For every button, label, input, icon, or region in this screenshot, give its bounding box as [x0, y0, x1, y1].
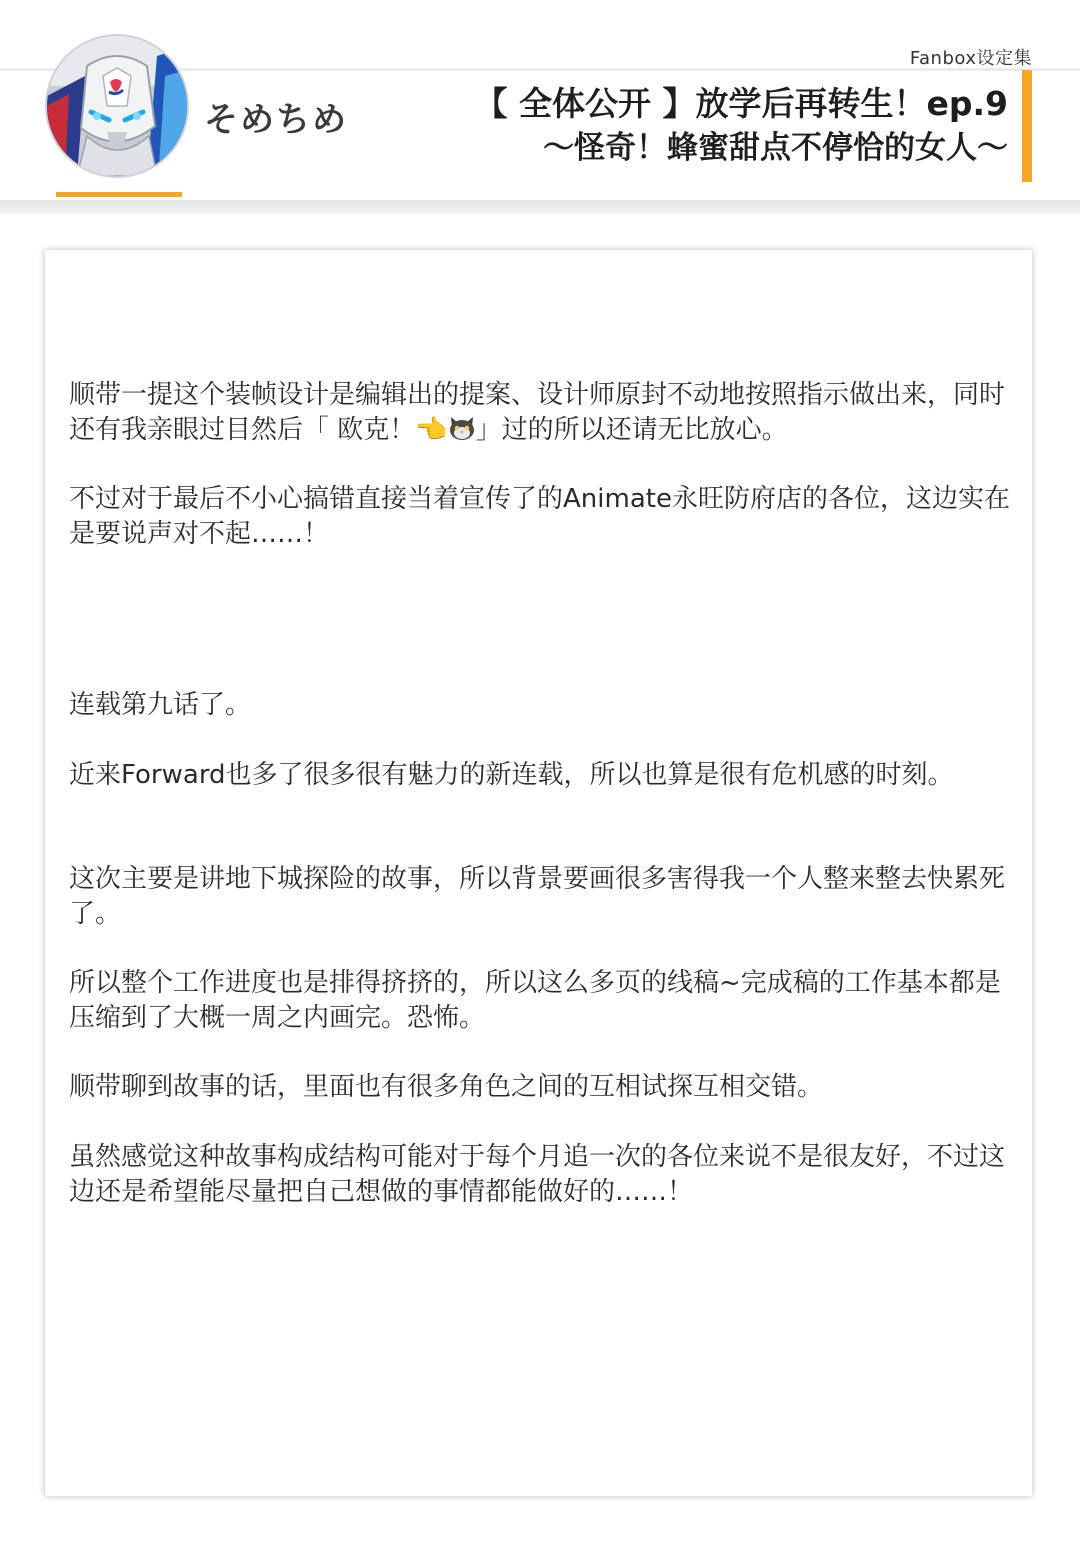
paragraph-1: [69, 378, 1011, 451]
paragraph-8: 虽然感觉这种故事构成结构可能对于每个月追一次的各位来说不是很友好，不过这边还是希望能尽量把自己想做的事情都能做好的……！: [69, 1142, 1006, 1207]
author-name[interactable]: そめちめ: [204, 100, 348, 140]
paragraph-6: 所以整个工作进度也是排得挤挤的，所以这么多页的线稿~完成稿的工作基本都是压缩到了大概一周之内画完。恐怖。: [69, 968, 1001, 1033]
content-card: [45, 250, 1032, 1496]
title-accent-bar: [1022, 70, 1032, 182]
paragraph-2: 不过对于最后不小心搞错直接当着宣传了的Animate永旺防府店的各位，这边实在是要说声对不起……！: [69, 484, 1010, 549]
paragraph-3: 连载第九话了。: [69, 690, 252, 720]
paragraph-4: 近来Forward也多了很多很有魅力的新连载，所以也算是很有危机感的时刻。: [69, 760, 954, 790]
avatar-underline: [56, 192, 182, 197]
avatar-icon: [47, 36, 187, 176]
author-avatar[interactable]: [47, 36, 187, 176]
post-title-line1: 【 全体公开 】放学后再转生！ep.9: [474, 84, 1008, 123]
paragraph-5: 这次主要是讲地下城探险的故事，所以背景要画很多害得我一个人整来整去快累死了。: [69, 864, 1006, 929]
paragraph-7: 顺带聊到故事的话，里面也有很多角色之间的互相试探互相交错。: [69, 1072, 824, 1102]
collection-label: Fanbox设定集: [909, 48, 1032, 69]
cat-face-icon: [448, 415, 476, 451]
post-title-line2: ～怪奇！蜂蜜甜点不停恰的女人～: [543, 130, 1008, 166]
paragraph-1-text-b: 」过的所以还请无比放心。: [475, 415, 788, 445]
post-title: [475, 82, 1008, 170]
header-divider: [0, 200, 1080, 214]
paragraph-1-text-a: 顺带一提这个装帧设计是编辑出的提案、设计师原封不动地按照指示做出来，同时还有我亲眼过目然后「 欧克！: [69, 380, 1006, 445]
pointing-icon: 👈: [415, 415, 448, 445]
